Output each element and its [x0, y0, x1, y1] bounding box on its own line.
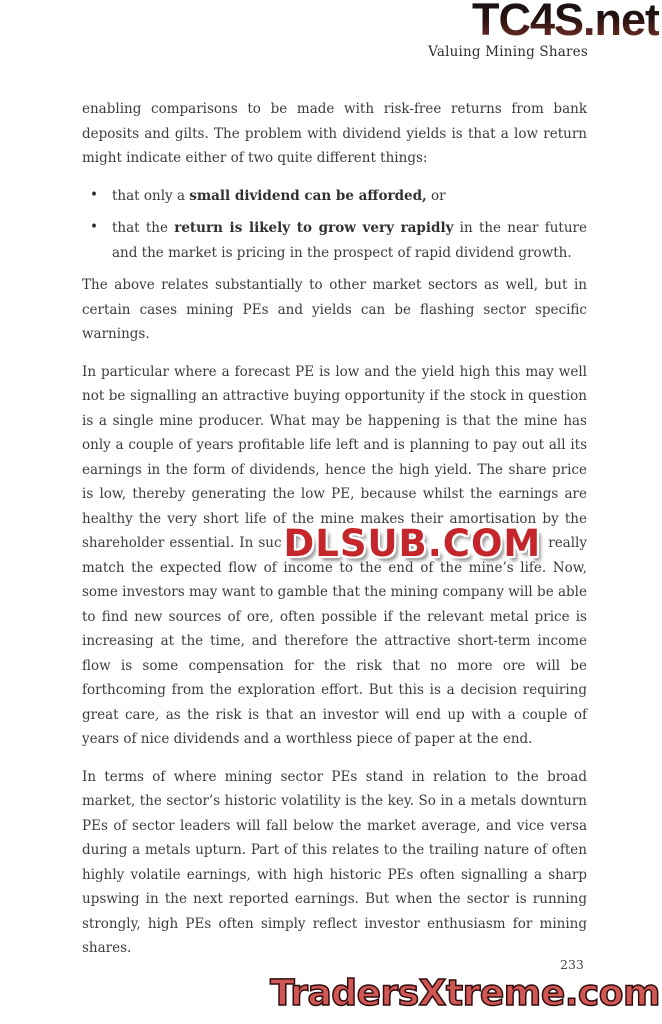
bold-text-run: return is likely to grow very rapidly	[174, 220, 454, 236]
running-title: Valuing Mining Shares	[428, 44, 588, 60]
bullet-item	[82, 216, 587, 265]
watermark-bottom: TradersXtreme.com	[270, 973, 660, 1014]
text-run: In terms of where mining sector PEs stand in relation to the broad market, the sector’s historic volatility is the key. So in a metals downturn PEs of sector leaders will fall below the market average, and vice versa during a metals upturn. Part of this relates to the trailing nature of often highly volatile earnings, with high historic PEs often signalling a sharp upswing in the next reported earnings. But when the sector is running strongly, high PEs often simply reflect investor enthusiasm for mining shares.	[82, 768, 587, 956]
text-run: in the near future and the market is pricing in the prospect of rapid dividend growth.	[112, 220, 587, 261]
paragraph	[82, 360, 587, 752]
text-run: really match the expected flow of income to the end of the mine’s life. Now, some investors may want to gamble that the mining company will be able to find new sources of ore, often possible if the relevant metal price is increasing at the time, and therefore the attractive short-term income flow is some compensation for the risk that no more ore will be forthcoming from the exploration effort. But this is a decision requiring great care, as the risk is that an investor will end up with a couple of years of nice dividends and a worthless piece of paper at the end.	[82, 535, 587, 747]
bold-text-run: small dividend can be afforded,	[189, 187, 427, 204]
page-body	[82, 97, 587, 974]
paragraph	[82, 273, 587, 347]
bullet-icon: •	[90, 219, 98, 235]
page-number: 233	[560, 957, 584, 972]
text-run: The above relates substantially to other market sectors as well, but in certain cases mining PEs and yields can be flashing sector specific warnings.	[82, 277, 587, 342]
text-run: In particular where a forecast PE is low and the yield high this may well not be signalling an attractive buying opportunity if the stock in question is a single mine producer. What may be happening is that the mine has only a couple of years profitable life left and is planning to pay out all its earnings in the form of dividends, hence the high yield. The share price is low, thereby generating the low PE, because whilst the earnings are healthy the very short life of the mine makes their amortisation by the shareholder essential. In suc	[82, 363, 587, 551]
paragraph	[82, 97, 587, 171]
text-run: that only a	[112, 187, 190, 204]
bullet-icon: •	[90, 186, 98, 203]
text-run: that the	[112, 220, 175, 236]
text-run: or	[426, 187, 446, 204]
watermark-middle: DLSUB.COM	[283, 521, 542, 565]
text-run: enabling comparisons to be made with risk-free returns from bank deposits and gilts. The problem with dividend yields is that a low return might indicate either of two quite different things:	[82, 101, 587, 166]
tc4s-logo: TC4S.net	[472, 0, 659, 46]
bullet-text	[112, 220, 587, 261]
bullet-text	[112, 188, 446, 204]
paragraph	[82, 765, 587, 961]
bullet-item	[82, 184, 587, 209]
